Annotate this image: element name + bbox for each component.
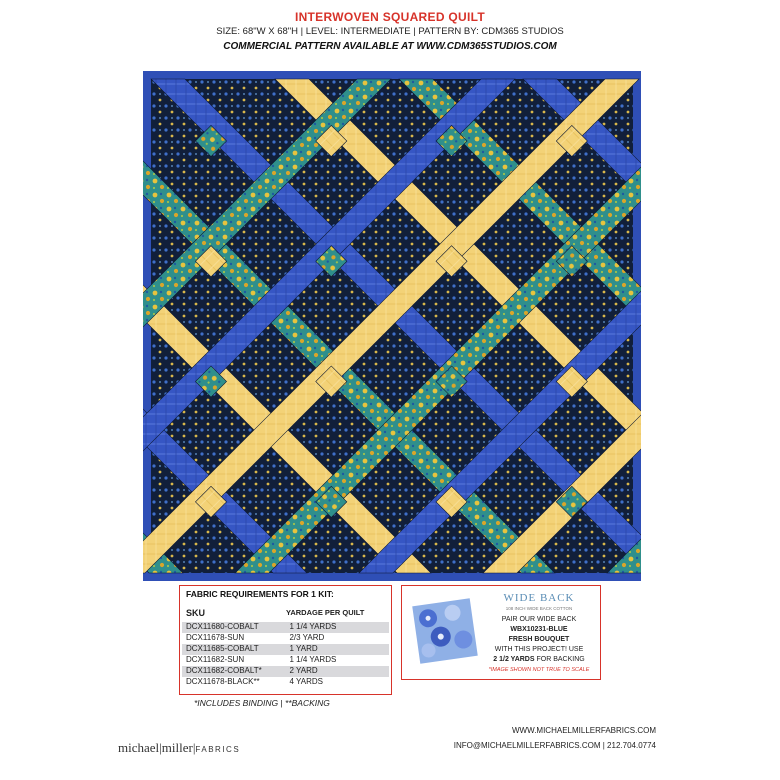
wide-back-logo-sub: 108 INCH WIDE BACK COTTON bbox=[505, 606, 573, 611]
yardage-header: YARDAGE PER QUILT bbox=[286, 608, 365, 617]
wide-back-yardage-rest: FOR BACKING bbox=[534, 656, 585, 663]
yardage-cell: 4 YARDS bbox=[289, 677, 323, 686]
sku-cell: DCX11678-SUN bbox=[186, 633, 245, 642]
sku-cell: DCX11678-BLACK** bbox=[186, 677, 260, 686]
wide-back-sku: WBX10231-BLUE bbox=[510, 626, 568, 633]
fabric-requirements-box bbox=[179, 585, 392, 695]
brand-fabrics: FABRICS bbox=[195, 745, 241, 754]
brand-michael: michael bbox=[118, 740, 160, 755]
website-link[interactable]: WWW.MICHAELMILLERFABRICS.COM bbox=[511, 726, 656, 735]
quilt-meta: SIZE: 68"W X 68"H | LEVEL: INTERMEDIATE | PATTERN BY: CDM365 STUDIOS bbox=[216, 26, 564, 37]
brand-miller: miller bbox=[161, 740, 193, 755]
requirements-footnote: *INCLUDES BINDING | **BACKING bbox=[194, 698, 330, 708]
yardage-cell: 1 1/4 YARDS bbox=[289, 655, 337, 664]
requirement-row bbox=[182, 677, 389, 688]
requirements-header bbox=[186, 608, 386, 618]
quilt-image bbox=[143, 71, 641, 581]
wide-back-yardage-line bbox=[484, 656, 594, 663]
sku-cell: DCX11682-SUN bbox=[186, 655, 245, 664]
requirements-title: FABRIC REQUIREMENTS FOR 1 KIT: bbox=[186, 589, 334, 599]
michael-miller-logo: michael|miller|FABRICS bbox=[118, 740, 241, 755]
yardage-cell: 1 1/4 YARDS bbox=[289, 622, 337, 631]
sku-header: SKU bbox=[186, 608, 206, 618]
wide-back-logo: WIDE BACK bbox=[503, 592, 575, 604]
requirement-row bbox=[182, 666, 389, 677]
commercial-pattern-note: COMMERCIAL PATTERN AVAILABLE AT WWW.CDM365STUDIOS.COM bbox=[223, 41, 557, 52]
sku-cell: DCX11682-COBALT* bbox=[186, 666, 262, 675]
yardage-cell: 2 YARD bbox=[289, 666, 318, 675]
requirement-row bbox=[182, 644, 389, 655]
wide-back-swatch-image bbox=[410, 596, 480, 666]
wide-back-disclaimer: *IMAGE SHOWN NOT TRUE TO SCALE bbox=[488, 667, 590, 673]
yardage-cell: 1 YARD bbox=[289, 644, 318, 653]
requirement-row bbox=[182, 622, 389, 633]
sku-cell: DCX11685-COBALT bbox=[186, 644, 259, 653]
wide-back-line: PAIR OUR WIDE BACK bbox=[501, 616, 577, 623]
quilt-title: INTERWOVEN SQUARED QUILT bbox=[294, 10, 486, 24]
yardage-cell: 2/3 YARD bbox=[289, 633, 325, 642]
email-phone[interactable]: INFO@MICHAELMILLERFABRICS.COM | 212.704.0774 bbox=[453, 741, 656, 750]
requirement-row bbox=[182, 655, 389, 666]
wide-back-name: FRESH BOUQUET bbox=[508, 636, 570, 643]
wide-back-box bbox=[401, 585, 601, 680]
requirement-row bbox=[182, 633, 389, 644]
wide-back-yardage: 2 1/2 YARDS bbox=[493, 656, 535, 663]
wide-back-line: WITH THIS PROJECT! USE bbox=[494, 646, 584, 653]
sku-cell: DCX11680-COBALT bbox=[186, 622, 259, 631]
